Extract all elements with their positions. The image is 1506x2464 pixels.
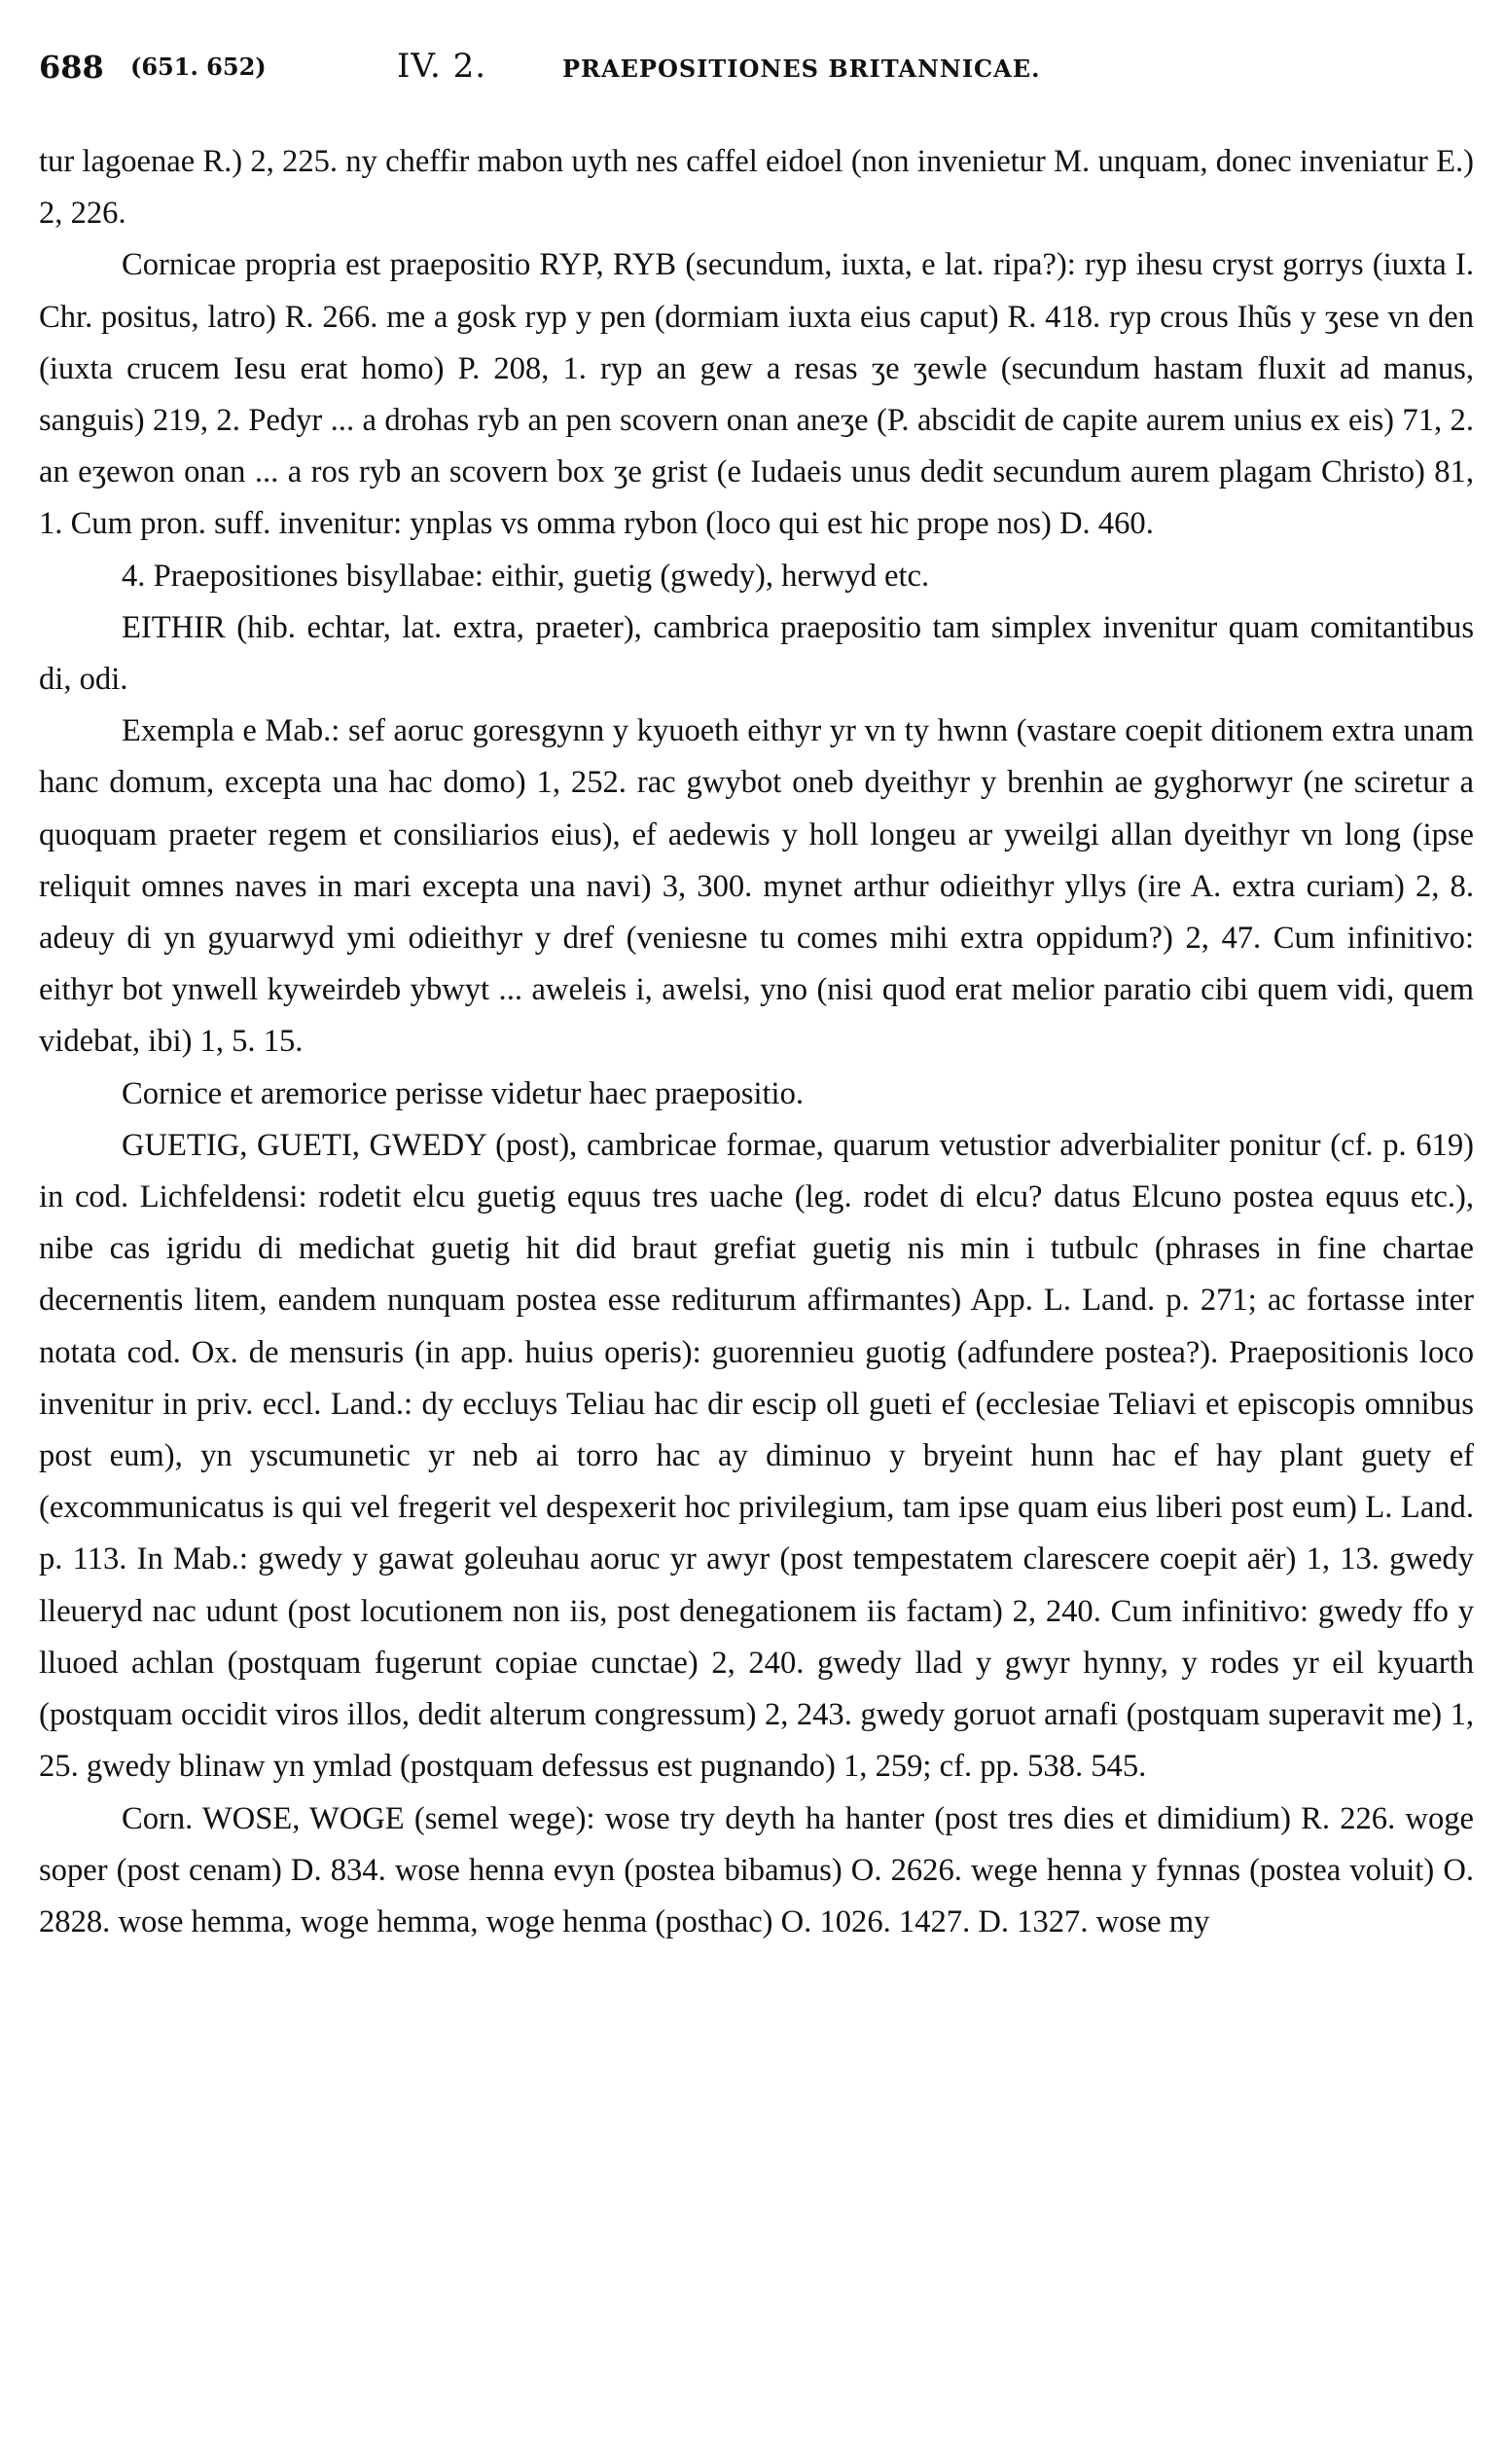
paragraph-bisyllabae: 4. Praepositiones bisyllabae: eithir, guetig (gwedy), herwyd etc. (122, 558, 930, 594)
paragraph-continuation: tur lagoenae R.) 2, 225. ny cheffir mabon uyth nes caffel eidoel (non invenietur M. unquam, donec inveniatur E.) 2, 226. (39, 144, 1474, 232)
running-title: PRAEPOSITIONES BRITANNICAE. (562, 54, 1041, 83)
running-header (39, 37, 1474, 95)
body-text (39, 136, 1474, 1948)
paragraph-cornice: Cornice et aremorice perisse videtur haec praepositio. (122, 1075, 805, 1111)
paragraph-ryp: Cornicae propria est praepositio RYP, RYB (secundum, iuxta, e lat. ripa?): ryp ihesu cryst gorrys (iuxta I. Chr. positus, latro) R. 266. me a gosk ryp y pen (dormiam iuxta eius caput) R. 418. ryp crous Ihũs y ʒese vn den (iuxta crucem Iesu erat homo) P. 208, 1. ryp an gew a resas ʒe ʒewle (secundum hastam fluxit ad manus, sanguis) 219, 2. Pedyr ... a drohas ryb an pen scovern onan aneʒe (P. abscidit de capite aurem unius ex eis) 71, 2. an eʒewon onan ... a ros ryb an scovern box ʒe grist (e Iudaeis unus dedit secundum aurem plagam Christo) 81, 1. Cum pron. suff. invenitur: ynplas vs omma rybon (loco qui est hic prope nos) D. 460. (39, 247, 1474, 542)
page-reference: (651. 652) (130, 53, 267, 81)
paragraph-guetig: GUETIG, GUETI, GWEDY (post), cambricae formae, quarum vetustior adverbialiter ponitur (cf. p. 619) in cod. Lichfeldensi: rodetit elcu guetig equus tres uache (leg. rodet di elcu? datus Elcuno postea equus etc.), nibe cas igridu di medichat guetig hit did braut grefiat guetig nis min i tutbulc (phrases in fine chartae decernentis litem, eandem nunquam postea esse rediturum affirmantes) App. L. Land. p. 271; ac fortasse inter notata cod. Ox. de mensuris (in app. huius operis): guorennieu guotig (adfundere postea?). Praepositionis loco invenitur in priv. eccl. Land.: dy eccluys Teliau hac dir escip oll gueti ef (ecclesiae Teliavi et episcopis omnibus post eum), yn yscumunetic yr neb ai torro hac ay diminuo y bryeint hunn hac ef hay plant guety ef (excommunicatus is qui vel fregerit vel despexerit hoc privilegium, tam ipse quam eius liberi post eum) L. Land. p. 113. In Mab.: gwedy y gawat goleuhau aoruc yr awyr (post tempestatem clarescere coepit aër) 1, 13. gwedy lleueryd nac udunt (post locutionem non iis, post denegationem iis factam) 2, 240. Cum infinitivo: gwedy ffo y lluoed achlan (postquam fugerunt copiae cunctae) 2, 240. gwedy llad y gwyr hynny, y rodes yr eil kyuarth (postquam occidit viros illos, dedit alterum congressum) 2, 243. gwedy goruot arnafi (postquam superavit me) 1, 25. gwedy blinaw yn ymlad (postquam defessus est pugnando) 1, 259; cf. pp. 538. 545. (39, 1127, 1474, 1785)
paragraph-eithir: EITHIR (hib. echtar, lat. extra, praeter), cambrica praepositio tam simplex invenitur quam comitantibus di, odi. (39, 609, 1474, 698)
page-number: 688 (39, 49, 104, 86)
paragraph-exempla: Exempla e Mab.: sef aoruc goresgynn y kyuoeth eithyr yr vn ty hwnn (vastare coepit ditionem extra unam hanc domum, excepta una hac domo) 1, 252. rac gwybot oneb dyeithyr y brenhin ae gyghorwyr (ne sciretur a quoquam praeter regem et consiliarios eius), ef aedewis y holl longeu ar yweilgi allan dyeithyr vn long (ipse reliquit omnes naves in mari excepta una navi) 3, 300. mynet arthur odieithyr yllys (ire A. extra curiam) 2, 8. adeuy di yn gyuarwyd ymi odieithyr y dref (veniesne tu comes mihi extra oppidum?) 2, 47. Cum infinitivo: eithyr bot ynwell kyweirdeb ybwyt ... aweleis i, awelsi, yno (nisi quod erat melior paratio cibi quem vidi, quem videbat, ibi) 1, 5. 15. (39, 713, 1474, 1060)
page (39, 37, 1474, 1948)
section-number: IV. 2. (397, 47, 487, 86)
paragraph-wose: Corn. WOSE, WOGE (semel wege): wose try deyth ha hanter (post tres dies et dimidium) R. 226. woge soper (post cenam) D. 834. wose henna evyn (postea bibamus) O. 2626. wege henna y fynnas (postea voluit) O. 2828. wose hemma, woge hemma, woge henma (posthac) O. 1026. 1427. D. 1327. wose my (39, 1800, 1474, 1939)
